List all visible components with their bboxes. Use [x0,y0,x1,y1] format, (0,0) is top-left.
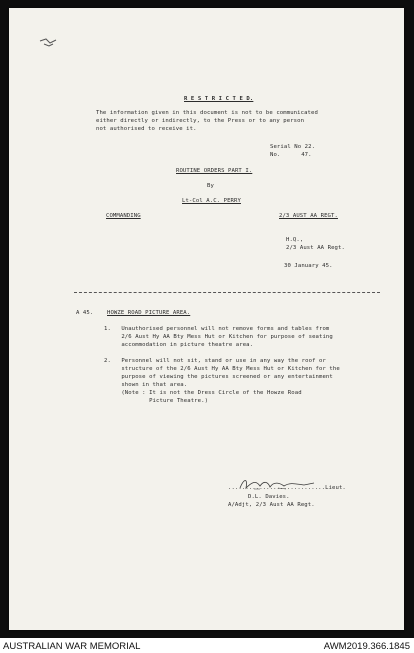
archive-name: AUSTRALIAN WAR MEMORIAL [3,641,141,652]
section-divider [74,292,380,293]
signer-title: A/Adjt, 2/3 Aust AA Regt. [228,502,315,508]
signer-name: D.L. Davies. [248,494,290,500]
notice-line-3: not authorised to receive it. [96,126,197,132]
hq-line-1: H.Q., [286,237,304,243]
item-title: HOWZE ROAD PICTURE AREA. [107,310,191,316]
notice-line-2: either directly or indirectly, to the Press or to any person [96,118,305,124]
document-title: ROUTINE ORDERS PART I. [176,168,253,174]
para1-line-3: accommodation in picture theatre area. [104,342,254,348]
serial-number: Serial No 22. [270,144,316,150]
regiment-label: 2/3 AUST AA REGT. [279,213,338,219]
archive-reference: AWM2019.366.1845 [323,641,410,652]
archive-footer [0,638,414,653]
officer-name: Lt-Col A.C. PERRY [182,198,241,204]
by-label: By [207,183,214,189]
para2-line-1: 2. Personnel will not sit, stand or use in any way the roof or [104,358,326,364]
commanding-label: COMMANDING [106,213,141,219]
notice-line-1: The information given in this document is not to be communicated [96,110,318,116]
para2-line-2: structure of the 2/6 Aust Hy AA Bty Mess Hut or Kitchen for the [104,366,340,372]
para2-line-3: purpose of viewing the pictures screened or any entertainment [104,374,333,380]
signature-line: ............................Lieut. [228,485,346,491]
hq-line-2: 2/3 Aust AA Regt. [286,245,345,251]
paper-mark [38,35,60,49]
para1-line-1: 1. Unauthorised personnel will not remove forms and tables from [104,326,330,332]
order-number: No. 47. [270,152,312,158]
item-number: A 45. [76,310,94,316]
para2-line-5: (Note : It is not the Dress Circle of the Howze Road [104,390,302,396]
restricted-heading: R E S T R I C T E D. [184,96,254,102]
document-date: 30 January 45. [284,263,333,269]
para1-line-2: 2/6 Aust Hy AA Bty Mess Hut or Kitchen for purpose of seating [104,334,333,340]
para2-line-4: shown in that area. [104,382,188,388]
para2-line-6: Picture Theatre.) [104,398,209,404]
